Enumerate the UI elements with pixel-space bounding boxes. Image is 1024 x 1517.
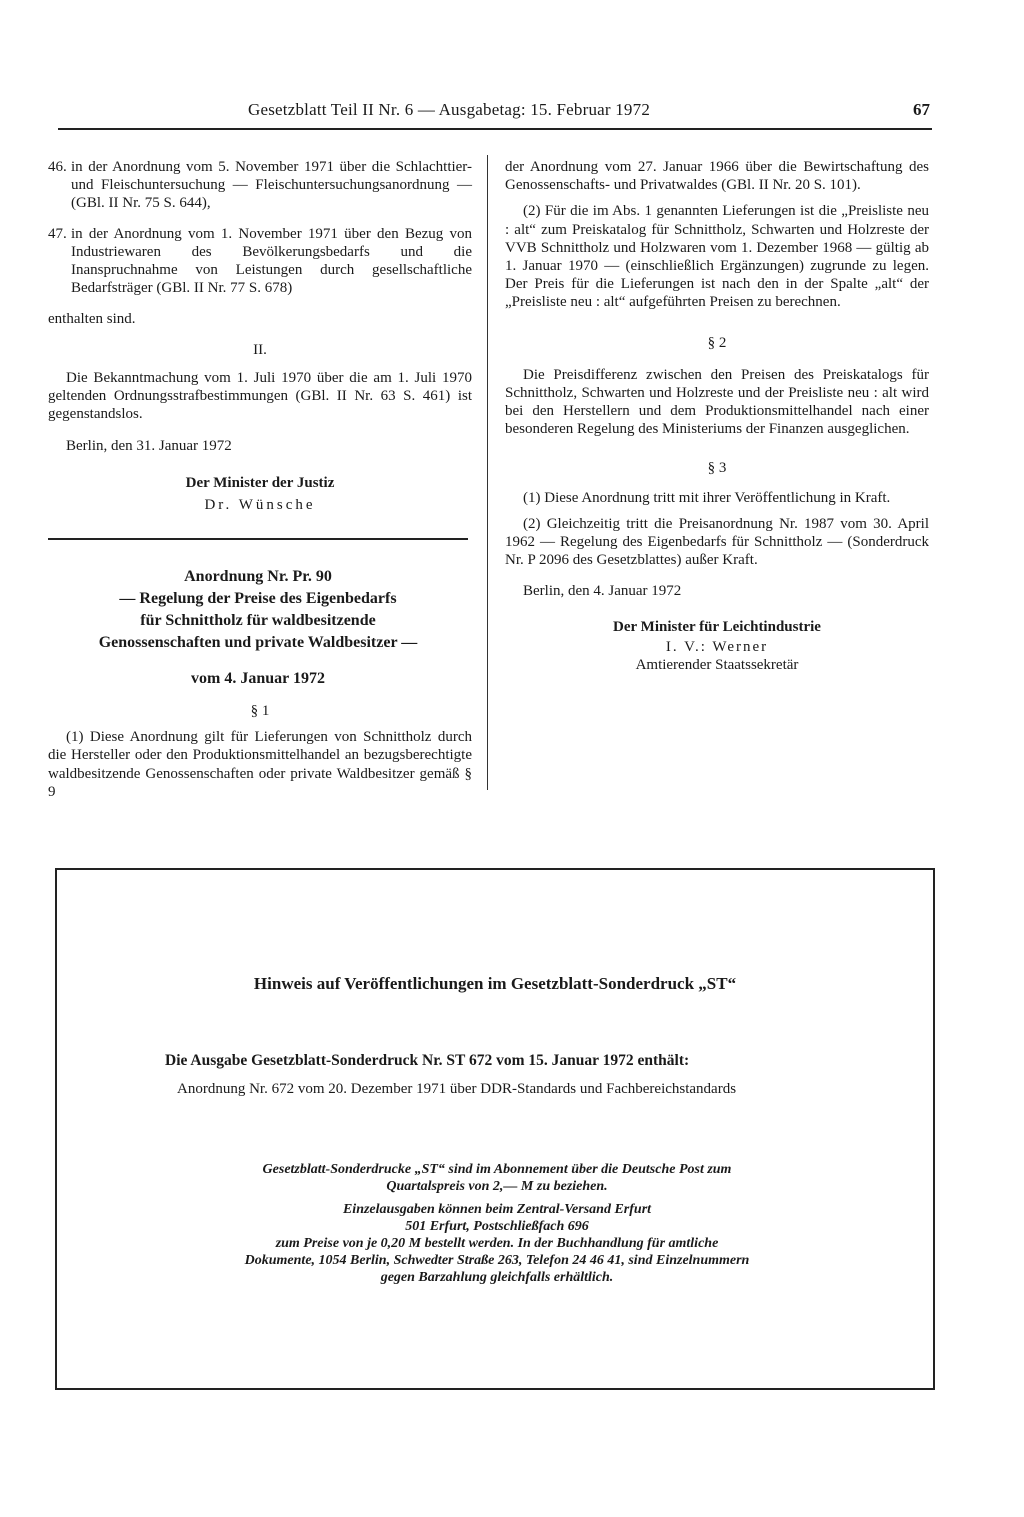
notice-box — [55, 868, 935, 1390]
edition-line: Die Ausgabe Gesetzblatt-Sonderdruck Nr. ST 672 vom 15. Januar 1972 enthält: — [165, 1052, 690, 1069]
item-number: 47. — [48, 225, 67, 242]
page-header — [60, 100, 930, 124]
right-column — [505, 158, 929, 674]
page-number: 67 — [913, 100, 930, 119]
list-item-47 — [48, 225, 472, 298]
single-issue-line-3: zum Preise von je 0,20 M bestellt werden. In der Buchhandlung für amtliche — [275, 1236, 719, 1251]
item-text: in der Anordnung vom 1. November 1971 über den Bezug von Industriewaren des Bevölkerungsbedarfs und die Inanspruchnahme von Leistungen durch gesellschaftliche Bedarfsträger (GBl. II Nr. 77 S. 678) — [71, 225, 472, 297]
single-issue-line-2: 501 Erfurt, Postschließfach 696 — [405, 1219, 589, 1234]
announcement-paragraph: Die Bekanntmachung vom 1. Juli 1970 über die am 1. Juli 1970 geltenden Ordnungsstrafbestimmungen (GBl. II Nr. 63 S. 461) ist gegenstandslos. — [48, 369, 472, 423]
place-date: Berlin, den 31. Januar 1972 — [66, 438, 232, 455]
single-issue-line-1: Einzelausgaben können beim Zentral-Versand Erfurt — [342, 1202, 652, 1217]
signer-title: Amtierender Staatssekretär — [635, 657, 799, 674]
paragraph-text: (2) Gleichzeitig tritt die Preisanordnung Nr. 1987 vom 30. April 1962 — Regelung des Eigenbedarfs für Schnittholz — (Sonderdruck Nr. P 2096 des Gesetzblattes) außer Kraft. — [505, 516, 929, 569]
paragraph-text: Die Preisdifferenz zwischen den Preisen des Preiskatalogs für Schnittholz, Schwarten und Holzreste und der Preisliste neu : alt wird bei den Herstellern und dem Produktionsmittelhandel nach einer besonderen Regelung des Ministeriums der Finanzen ausgeglichen. — [505, 366, 929, 438]
ordinance-subtitle-2: für Schnittholz für waldbesitzende — [140, 612, 376, 629]
ordinance-subtitle-1: — Regelung der Preise des Eigenbedarfs — [119, 590, 397, 607]
continuation-text: der Anordnung vom 27. Januar 1966 über die Bewirtschaftung des Genossenschafts- und Privatwaldes (GBl. II Nr. 20 S. 101). — [505, 159, 929, 194]
paragraph-heading: § 1 — [250, 703, 270, 719]
column-divider — [487, 155, 488, 790]
section-heading: II. — [253, 341, 267, 358]
ordinance-subtitle-3: Genossenschaften und private Waldbesitzer — — [98, 634, 418, 651]
paragraph-text: (1) Diese Anordnung tritt mit ihrer Veröffentlichung in Kraft. — [523, 489, 891, 506]
ordinance-date: vom 4. Januar 1972 — [191, 670, 325, 687]
order-line: Anordnung Nr. 672 vom 20. Dezember 1971 über DDR-Standards und Fachbereichstandards — [177, 1081, 737, 1097]
place-date: Berlin, den 4. Januar 1972 — [523, 582, 682, 599]
signer-name: Dr. Wünsche — [204, 496, 316, 513]
section-separator — [48, 538, 468, 540]
paragraph-heading: § 3 — [707, 459, 727, 476]
single-issue-line-5: gegen Barzahlung gleichfalls erhältlich. — [380, 1270, 614, 1285]
subscription-line-2: Quartalspreis von 2,— M zu beziehen. — [386, 1179, 608, 1194]
header-rule — [58, 128, 932, 130]
para1-block — [48, 702, 472, 801]
minister-title: Der Minister für Leichtindustrie — [613, 618, 821, 635]
single-issue-line-4: Dokumente, 1054 Berlin, Schwedter Straße 263, Telefon 24 46 41, sind Einzelnummern — [244, 1253, 750, 1268]
header-title: Gesetzblatt Teil II Nr. 6 — Ausgabetag: 15. Februar 1972 — [248, 100, 651, 119]
ordinance-title-block — [48, 566, 468, 690]
notice-heading: Hinweis auf Veröffentlichungen im Gesetzblatt-Sonderdruck „ST“ — [253, 974, 737, 993]
item-text: in der Anordnung vom 5. November 1971 über die Schlachttier- und Fleischuntersuchung — Fleischuntersuchungsanordnung — (GBl. II Nr. 75 S. 644), — [71, 159, 472, 212]
closing-text: enthalten sind. — [48, 311, 136, 328]
minister-title: Der Minister der Justiz — [185, 474, 335, 491]
signer-name: I. V.: Werner — [665, 639, 769, 656]
left-column — [48, 158, 472, 514]
paragraph-text: (2) Für die im Abs. 1 genannten Lieferungen ist die „Preisliste neu : alt“ zum Preiskatalog für Schnittholz, Schwarten und Holzreste der VVB Schnittholz und Holzwaren vom 1. Dezember 1968 — gültig ab 1. Januar 1970 — (einschließlich Ergänzungen) zugrunde zu legen. Der Preis für die Lieferungen ist nach den in der Spalte „alt“ der „Preisliste neu : alt“ aufgeführten Preisen zu berechnen. — [505, 203, 929, 311]
paragraph-heading: § 2 — [707, 334, 727, 351]
subscription-line-1: Gesetzblatt-Sonderdrucke „ST“ sind im Abonnement über die Deutsche Post zum — [262, 1162, 732, 1177]
ordinance-title: Anordnung Nr. Pr. 90 — [184, 568, 332, 585]
item-number: 46. — [48, 159, 67, 175]
paragraph-text: (1) Diese Anordnung gilt für Lieferungen von Schnittholz durch die Hersteller oder den Produktionsmittelhandel an bezugsberechtigte waldbesitzende Genossenschaften oder private Waldbesitzer gemäß § 9 — [48, 729, 472, 800]
list-item-46 — [48, 158, 472, 213]
